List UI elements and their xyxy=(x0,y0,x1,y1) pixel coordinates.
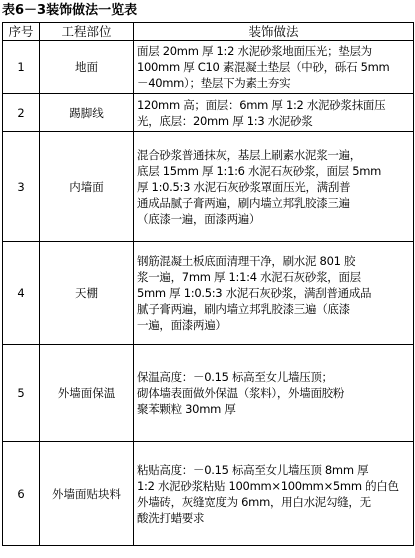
method-line: －40mm）；垫层下为素土夯实 xyxy=(137,76,291,90)
table-row xyxy=(3,41,414,94)
row-number: 1 xyxy=(3,41,40,94)
header-method: 装饰做法 xyxy=(134,23,414,41)
method-line: 聚苯颗粒 30mm 厚 xyxy=(137,402,236,416)
row-method xyxy=(134,442,414,546)
method-line: 底层 15mm 厚 1:1:6 水泥石灰砂浆，面层 5mm xyxy=(137,163,382,178)
table-row xyxy=(3,442,414,546)
row-part: 内墙面 xyxy=(40,132,134,242)
method-line: 保温高度：－0.15 标高至女儿墙压顶； xyxy=(137,370,333,384)
row-number: 5 xyxy=(3,345,40,442)
row-part: 踢脚线 xyxy=(40,94,134,132)
row-part: 天棚 xyxy=(40,242,134,345)
table-row xyxy=(3,94,414,132)
table-row xyxy=(3,345,414,442)
method-line: （底漆一遍，面漆两遍） xyxy=(137,211,261,226)
method-line: 砌体墙表面做外保温（浆料），外墙面胶粉 xyxy=(137,386,345,400)
row-method xyxy=(134,94,414,132)
method-line: 120mm 高；面层：6mm 厚 1:2 水泥砂浆抹面压 xyxy=(137,97,386,112)
row-method xyxy=(134,242,414,345)
row-number: 3 xyxy=(3,132,40,242)
method-line: 5mm 厚 1:0.5:3 水泥石灰砂浆，满刮普通成品 xyxy=(137,286,372,300)
method-line: 混合砂浆普通抹灰，基层上刷素水泥浆一遍， xyxy=(137,147,361,162)
method-line: 浆一遍，7mm 厚 1:1:4 水泥石灰砂浆，面层 xyxy=(137,270,361,284)
method-line: 酸洗打蜡要求 xyxy=(137,510,205,525)
header-number: 序号 xyxy=(3,23,40,41)
header-row xyxy=(3,23,414,41)
table-row xyxy=(3,242,414,345)
method-line: 100mm 厚 C10 素混凝土垫层（中砂，砾石 5mm xyxy=(137,60,390,74)
row-part: 外墙面贴块料 xyxy=(40,442,134,546)
row-number: 4 xyxy=(3,242,40,345)
method-line: 通成品腻子膏两遍，刷内墙立邦乳胶漆三遍 xyxy=(137,195,350,210)
method-line: 腻子膏两遍，刷内墙立邦乳胶漆三遍（底漆 xyxy=(137,302,350,316)
method-line: 厚 1:0.5:3 水泥石灰砂浆罩面压光，满刮普 xyxy=(137,179,351,194)
row-part: 外墙面保温 xyxy=(40,345,134,442)
method-line: 外墙砖，灰缝宽度为 6mm，用白水泥勾缝，无 xyxy=(137,494,371,509)
method-line: 一遍，面漆两遍） xyxy=(137,318,227,332)
row-method xyxy=(134,132,414,242)
table-title: 表6－3装饰做法一览表 xyxy=(2,3,138,18)
table-row xyxy=(3,132,414,242)
row-method xyxy=(134,345,414,442)
row-number: 2 xyxy=(3,94,40,132)
method-line: 钢筋混凝土板底面清理干净，刷水泥 801 胶 xyxy=(137,254,356,268)
header-part: 工程部位 xyxy=(40,23,134,41)
row-number: 6 xyxy=(3,442,40,546)
method-line: 面层 20mm 厚 1:2 水泥砂浆地面压光；垫层为 xyxy=(137,44,372,58)
decoration-table xyxy=(2,22,414,546)
row-method xyxy=(134,41,414,94)
row-part: 地面 xyxy=(40,41,134,94)
method-line: 1:2 水泥砂浆粘贴 100mm×100mm×5mm 的白色 xyxy=(137,478,399,493)
method-line: 光，底层：20mm 厚 1:3 水泥砂浆 xyxy=(137,113,313,128)
method-line: 粘贴高度：－0.15 标高至女儿墙压顶 8mm 厚 xyxy=(137,462,369,477)
